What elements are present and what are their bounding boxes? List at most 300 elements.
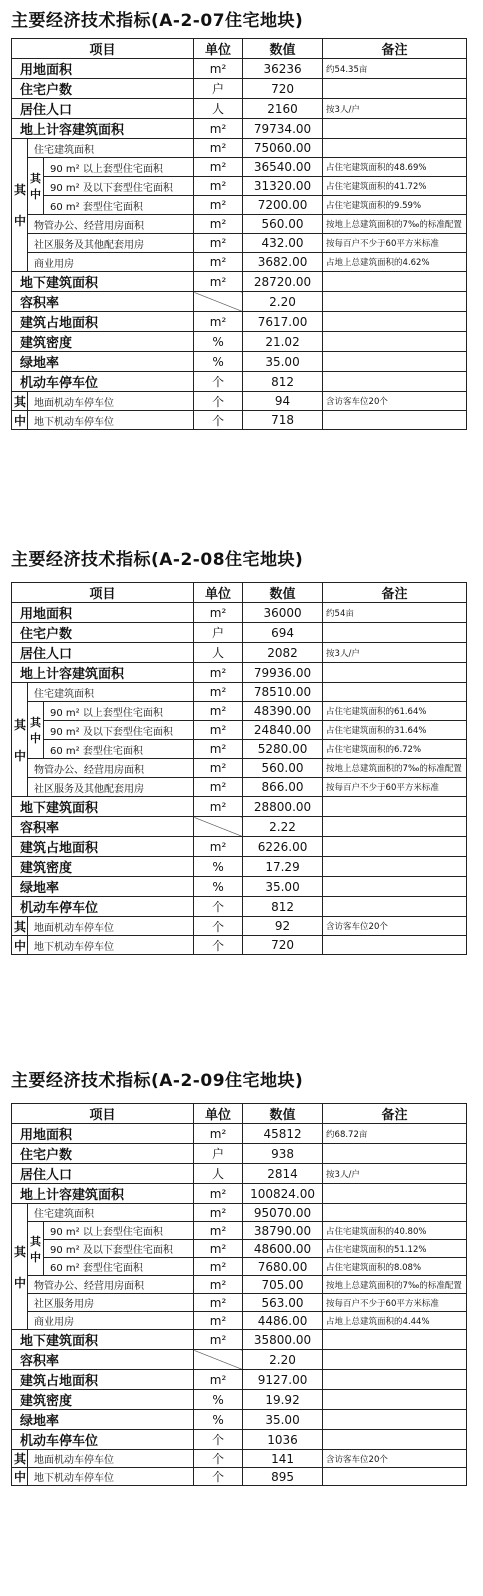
row-note (323, 936, 467, 955)
row-unit: m² (194, 1312, 243, 1330)
table-row (12, 1410, 467, 1430)
table-row (12, 857, 467, 877)
row-unit: 个 (194, 936, 243, 955)
row-unit: % (194, 1410, 243, 1430)
row-unit: 个 (194, 917, 243, 936)
row-label: 60 m² 套型住宅面积 (44, 196, 194, 215)
row-unit: 人 (194, 643, 243, 663)
row-label: 地面机动车停车位 (28, 392, 194, 411)
row-note: 占住宅建筑面积的6.72% (323, 740, 467, 759)
row-note (323, 119, 467, 139)
row-note: 占住宅建筑面积的9.59% (323, 196, 467, 215)
row-note: 按每百户不少于60平方米标准 (323, 778, 467, 797)
table-title: 主要经济技术指标(A-2-08住宅地块) (11, 550, 304, 570)
row-value: 75060.00 (243, 139, 323, 158)
table-row (12, 1350, 467, 1370)
row-label: 90 m² 及以下套型住宅面积 (44, 1240, 194, 1258)
row-label: 物管办公、经营用房面积 (28, 759, 194, 778)
table-row (12, 740, 467, 759)
table-row (12, 1330, 467, 1350)
row-label: 90 m² 以上套型住宅面积 (44, 702, 194, 721)
row-unit: 个 (194, 372, 243, 392)
row-unit: m² (194, 740, 243, 759)
row-note: 占住宅建筑面积的8.08% (323, 1258, 467, 1276)
row-label: 90 m² 以上套型住宅面积 (44, 158, 194, 177)
table-row (12, 1468, 467, 1486)
row-note: 按地上总建筑面积的7‰的标准配置 (323, 759, 467, 778)
qi-label: 其 (12, 1450, 28, 1468)
header-note: 备注 (323, 583, 467, 603)
row-label: 地上计容建筑面积 (12, 1184, 194, 1204)
row-label: 建筑密度 (12, 332, 194, 352)
row-unit: m² (194, 59, 243, 79)
row-value: 2160 (243, 99, 323, 119)
row-unit-diagonal (194, 292, 243, 312)
table-row (12, 1144, 467, 1164)
row-unit: 个 (194, 392, 243, 411)
row-note (323, 139, 467, 158)
row-value: 95070.00 (243, 1204, 323, 1222)
header-item: 项目 (12, 39, 194, 59)
row-unit: m² (194, 139, 243, 158)
row-unit-diagonal (194, 1350, 243, 1370)
row-note (323, 1410, 467, 1430)
row-value: 560.00 (243, 759, 323, 778)
table-row (12, 196, 467, 215)
zhong-label: 中 (12, 936, 28, 955)
row-value: 79936.00 (243, 663, 323, 683)
table-row (12, 119, 467, 139)
header-row (12, 1104, 467, 1124)
row-unit: % (194, 352, 243, 372)
row-note (323, 1430, 467, 1450)
row-value: 9127.00 (243, 1370, 323, 1390)
table-row (12, 1258, 467, 1276)
row-label: 绿地率 (12, 877, 194, 897)
row-value: 2.22 (243, 817, 323, 837)
row-label: 住宅建筑面积 (28, 139, 194, 158)
header-unit: 单位 (194, 583, 243, 603)
row-note (323, 1350, 467, 1370)
row-value: 812 (243, 897, 323, 917)
row-value: 35800.00 (243, 1330, 323, 1350)
row-unit: m² (194, 1370, 243, 1390)
row-value: 4486.00 (243, 1312, 323, 1330)
table-row (12, 623, 467, 643)
row-unit: 个 (194, 897, 243, 917)
row-unit: 户 (194, 79, 243, 99)
row-value: 1036 (243, 1430, 323, 1450)
row-unit: m² (194, 234, 243, 253)
row-value: 100824.00 (243, 1184, 323, 1204)
table-row (12, 1312, 467, 1330)
table-title: 主要经济技术指标(A-2-07住宅地块) (11, 11, 304, 31)
row-value: 19.92 (243, 1390, 323, 1410)
row-value: 28800.00 (243, 797, 323, 817)
table-title: 主要经济技术指标(A-2-09住宅地块) (11, 1071, 304, 1091)
row-value: 694 (243, 623, 323, 643)
row-label: 用地面积 (12, 1124, 194, 1144)
row-unit: m² (194, 663, 243, 683)
table-row (12, 372, 467, 392)
row-label: 容积率 (12, 292, 194, 312)
table-row (12, 721, 467, 740)
row-value: 94 (243, 392, 323, 411)
row-unit: 个 (194, 1468, 243, 1486)
row-value: 560.00 (243, 215, 323, 234)
table-row (12, 292, 467, 312)
row-label: 容积率 (12, 1350, 194, 1370)
row-note (323, 272, 467, 292)
row-label: 地下建筑面积 (12, 797, 194, 817)
row-label: 机动车停车位 (12, 372, 194, 392)
row-unit: m² (194, 797, 243, 817)
row-unit: m² (194, 215, 243, 234)
row-note: 含访客车位20个 (323, 1450, 467, 1468)
row-value: 3682.00 (243, 253, 323, 272)
row-unit: % (194, 332, 243, 352)
table-row (12, 1276, 467, 1294)
row-value: 2082 (243, 643, 323, 663)
row-label: 60 m² 套型住宅面积 (44, 740, 194, 759)
row-value: 2.20 (243, 1350, 323, 1370)
row-note (323, 312, 467, 332)
row-value: 7680.00 (243, 1258, 323, 1276)
row-label: 社区服务及其他配套用房 (28, 778, 194, 797)
row-note: 按地上总建筑面积的7‰的标准配置 (323, 215, 467, 234)
header-item: 项目 (12, 1104, 194, 1124)
row-value: 35.00 (243, 352, 323, 372)
row-value: 36540.00 (243, 158, 323, 177)
row-unit: 户 (194, 1144, 243, 1164)
row-label: 容积率 (12, 817, 194, 837)
row-unit: m² (194, 177, 243, 196)
table-row (12, 1390, 467, 1410)
row-note (323, 1144, 467, 1164)
header-row (12, 39, 467, 59)
row-unit: m² (194, 603, 243, 623)
row-note: 占住宅建筑面积的31.64% (323, 721, 467, 740)
row-unit: % (194, 1390, 243, 1410)
row-label: 90 m² 以上套型住宅面积 (44, 1222, 194, 1240)
row-note (323, 623, 467, 643)
row-value: 45812 (243, 1124, 323, 1144)
row-note (323, 372, 467, 392)
table-row (12, 99, 467, 119)
row-label: 机动车停车位 (12, 897, 194, 917)
row-unit: m² (194, 119, 243, 139)
table-row (12, 59, 467, 79)
table-row (12, 817, 467, 837)
header-unit: 单位 (194, 1104, 243, 1124)
row-unit: m² (194, 1258, 243, 1276)
table-row (12, 877, 467, 897)
table-row (12, 215, 467, 234)
header-note: 备注 (323, 1104, 467, 1124)
row-unit: m² (194, 778, 243, 797)
row-unit: m² (194, 1240, 243, 1258)
row-note (323, 1184, 467, 1204)
table-row (12, 1430, 467, 1450)
row-note: 占地上总建筑面积的4.44% (323, 1312, 467, 1330)
row-note (323, 683, 467, 702)
table-row (12, 272, 467, 292)
row-value: 31320.00 (243, 177, 323, 196)
row-note (323, 877, 467, 897)
row-value: 38790.00 (243, 1222, 323, 1240)
table-row (12, 683, 467, 702)
row-label: 地下机动车停车位 (28, 936, 194, 955)
header-row (12, 583, 467, 603)
row-unit: 人 (194, 99, 243, 119)
table-row (12, 778, 467, 797)
table-row (12, 1294, 467, 1312)
row-value: 895 (243, 1468, 323, 1486)
row-value: 48390.00 (243, 702, 323, 721)
row-value: 720 (243, 936, 323, 955)
table-row (12, 177, 467, 196)
row-value: 7617.00 (243, 312, 323, 332)
table-row (12, 759, 467, 778)
row-value: 432.00 (243, 234, 323, 253)
row-note: 按3人/户 (323, 1164, 467, 1184)
row-unit: 个 (194, 411, 243, 430)
row-value: 938 (243, 1144, 323, 1164)
row-note: 约54.35亩 (323, 59, 467, 79)
row-note: 占住宅建筑面积的48.69% (323, 158, 467, 177)
qizhong-sub-label: 其 中 (28, 1222, 44, 1276)
table-row (12, 139, 467, 158)
row-label: 住宅建筑面积 (28, 683, 194, 702)
row-value: 5280.00 (243, 740, 323, 759)
row-label: 物管办公、经营用房面积 (28, 1276, 194, 1294)
row-label: 居住人口 (12, 1164, 194, 1184)
row-unit: m² (194, 759, 243, 778)
table-row (12, 234, 467, 253)
row-note (323, 797, 467, 817)
row-label: 机动车停车位 (12, 1430, 194, 1450)
row-unit: m² (194, 721, 243, 740)
row-unit: m² (194, 837, 243, 857)
row-note (323, 1390, 467, 1410)
table-row (12, 411, 467, 430)
row-unit: m² (194, 702, 243, 721)
row-note (323, 332, 467, 352)
indicator-table (11, 582, 467, 955)
row-label: 住宅建筑面积 (28, 1204, 194, 1222)
row-note: 占地上总建筑面积的4.62% (323, 253, 467, 272)
row-note (323, 79, 467, 99)
table-row (12, 897, 467, 917)
row-note: 占住宅建筑面积的41.72% (323, 177, 467, 196)
row-unit-diagonal (194, 817, 243, 837)
row-note (323, 1370, 467, 1390)
qizhong-label: 其 中 (12, 683, 28, 797)
row-label: 居住人口 (12, 99, 194, 119)
indicator-table (11, 1103, 467, 1486)
row-label: 绿地率 (12, 352, 194, 372)
table-row (12, 158, 467, 177)
header-item: 项目 (12, 583, 194, 603)
row-label: 住宅户数 (12, 623, 194, 643)
row-unit: m² (194, 312, 243, 332)
row-note: 含访客车位20个 (323, 917, 467, 936)
row-note: 含访客车位20个 (323, 392, 467, 411)
table-row (12, 936, 467, 955)
row-label: 地下建筑面积 (12, 272, 194, 292)
row-note (323, 837, 467, 857)
row-label: 地面机动车停车位 (28, 917, 194, 936)
row-unit: % (194, 877, 243, 897)
row-unit: m² (194, 1222, 243, 1240)
qizhong-sub-label: 其 中 (28, 702, 44, 759)
row-note (323, 1330, 467, 1350)
row-unit: m² (194, 1294, 243, 1312)
row-unit: m² (194, 253, 243, 272)
row-label: 社区服务用房 (28, 1294, 194, 1312)
row-note: 约68.72亩 (323, 1124, 467, 1144)
row-label: 绿地率 (12, 1410, 194, 1430)
row-value: 28720.00 (243, 272, 323, 292)
row-note (323, 817, 467, 837)
header-value: 数值 (243, 39, 323, 59)
row-note: 按地上总建筑面积的7‰的标准配置 (323, 1276, 467, 1294)
row-unit: 人 (194, 1164, 243, 1184)
row-value: 35.00 (243, 1410, 323, 1430)
row-unit: m² (194, 272, 243, 292)
row-unit: m² (194, 158, 243, 177)
row-value: 36236 (243, 59, 323, 79)
table-row (12, 79, 467, 99)
header-value: 数值 (243, 583, 323, 603)
row-unit: 户 (194, 623, 243, 643)
row-note: 占住宅建筑面积的40.80% (323, 1222, 467, 1240)
header-value: 数值 (243, 1104, 323, 1124)
table-row (12, 663, 467, 683)
table-row (12, 253, 467, 272)
row-label: 建筑占地面积 (12, 312, 194, 332)
row-note (323, 897, 467, 917)
qi-label: 其 (12, 917, 28, 936)
row-note: 按每百户不少于60平方米标准 (323, 1294, 467, 1312)
indicator-table (11, 38, 467, 430)
row-unit: m² (194, 1124, 243, 1144)
row-unit: % (194, 857, 243, 877)
row-note (323, 1468, 467, 1486)
table-row (12, 1164, 467, 1184)
row-note (323, 411, 467, 430)
row-label: 住宅户数 (12, 79, 194, 99)
row-value: 705.00 (243, 1276, 323, 1294)
table-row (12, 352, 467, 372)
qizhong-label: 其 中 (12, 1204, 28, 1330)
table-row (12, 392, 467, 411)
table-row (12, 702, 467, 721)
table-row (12, 1124, 467, 1144)
row-unit: m² (194, 1184, 243, 1204)
row-value: 35.00 (243, 877, 323, 897)
row-unit: m² (194, 1330, 243, 1350)
row-value: 718 (243, 411, 323, 430)
row-unit: 个 (194, 1450, 243, 1468)
row-label: 地面机动车停车位 (28, 1450, 194, 1468)
row-label: 用地面积 (12, 603, 194, 623)
qizhong-sub-label: 其 中 (28, 158, 44, 215)
row-note: 按每百户不少于60平方米标准 (323, 234, 467, 253)
row-label: 住宅户数 (12, 1144, 194, 1164)
row-label: 用地面积 (12, 59, 194, 79)
table-row (12, 1204, 467, 1222)
row-note (323, 352, 467, 372)
row-note: 占住宅建筑面积的61.64% (323, 702, 467, 721)
table-row (12, 643, 467, 663)
row-unit: m² (194, 1276, 243, 1294)
row-label: 建筑密度 (12, 857, 194, 877)
row-value: 2.20 (243, 292, 323, 312)
table-row (12, 917, 467, 936)
table-row (12, 837, 467, 857)
row-value: 36000 (243, 603, 323, 623)
row-label: 地下建筑面积 (12, 1330, 194, 1350)
row-label: 60 m² 套型住宅面积 (44, 1258, 194, 1276)
row-note: 按3人/户 (323, 99, 467, 119)
table-row (12, 1450, 467, 1468)
row-unit: 个 (194, 1430, 243, 1450)
row-note (323, 1204, 467, 1222)
row-unit: m² (194, 196, 243, 215)
row-label: 90 m² 及以下套型住宅面积 (44, 721, 194, 740)
row-label: 地下机动车停车位 (28, 411, 194, 430)
row-value: 78510.00 (243, 683, 323, 702)
row-label: 地上计容建筑面积 (12, 663, 194, 683)
qi-label: 其 (12, 392, 28, 411)
row-value: 79734.00 (243, 119, 323, 139)
table-row (12, 312, 467, 332)
row-value: 17.29 (243, 857, 323, 877)
row-value: 24840.00 (243, 721, 323, 740)
row-unit: m² (194, 683, 243, 702)
row-value: 7200.00 (243, 196, 323, 215)
row-label: 社区服务及其他配套用房 (28, 234, 194, 253)
row-value: 2814 (243, 1164, 323, 1184)
header-note: 备注 (323, 39, 467, 59)
row-label: 地下机动车停车位 (28, 1468, 194, 1486)
row-value: 812 (243, 372, 323, 392)
row-value: 92 (243, 917, 323, 936)
table-row (12, 603, 467, 623)
row-note: 约54亩 (323, 603, 467, 623)
row-note: 占住宅建筑面积的51.12% (323, 1240, 467, 1258)
row-label: 物管办公、经营用房面积 (28, 215, 194, 234)
table-row (12, 797, 467, 817)
row-label: 建筑密度 (12, 1390, 194, 1410)
header-unit: 单位 (194, 39, 243, 59)
row-note: 按3人/户 (323, 643, 467, 663)
table-row (12, 332, 467, 352)
row-label: 居住人口 (12, 643, 194, 663)
row-unit: m² (194, 1204, 243, 1222)
row-label: 90 m² 及以下套型住宅面积 (44, 177, 194, 196)
row-label: 地上计容建筑面积 (12, 119, 194, 139)
row-label: 商业用房 (28, 253, 194, 272)
row-value: 48600.00 (243, 1240, 323, 1258)
row-label: 商业用房 (28, 1312, 194, 1330)
table-row (12, 1222, 467, 1240)
row-value: 563.00 (243, 1294, 323, 1312)
zhong-label: 中 (12, 1468, 28, 1486)
row-note (323, 857, 467, 877)
row-note (323, 663, 467, 683)
